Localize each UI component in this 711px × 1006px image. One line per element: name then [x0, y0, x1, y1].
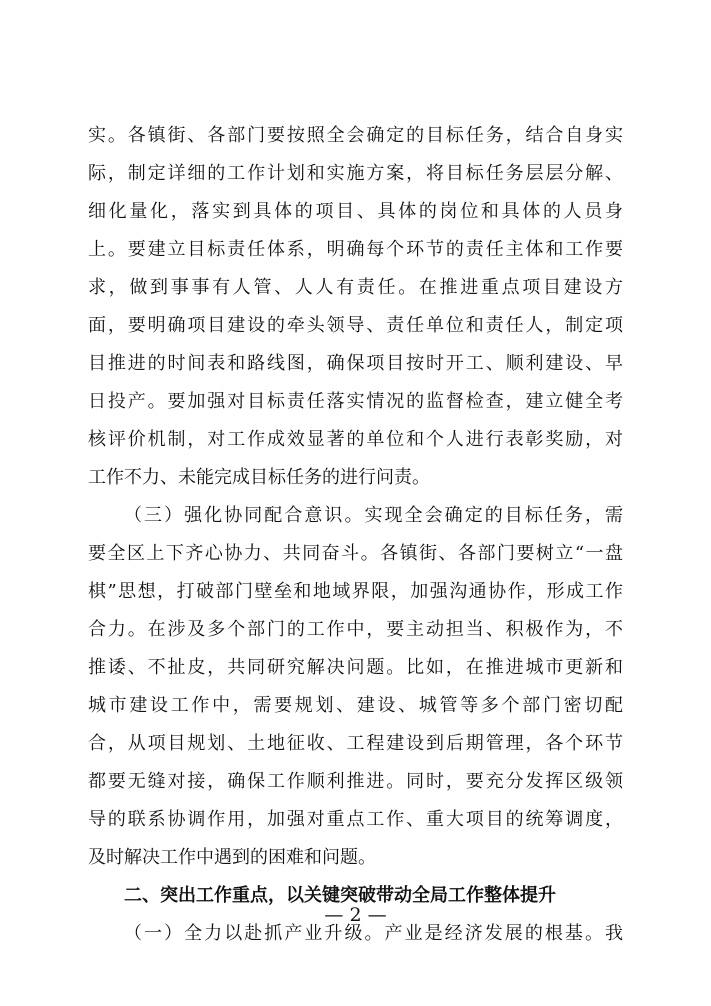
- body-line: 目推进的时间表和路线图，确保项目按时开工、顺利建设、早: [88, 353, 623, 374]
- body-line: 上。要建立目标责任体系，明确每个环节的责任主体和工作要: [88, 239, 623, 260]
- body-line: 面，要明确项目建设的牵头领导、责任单位和责任人，制定项: [88, 315, 623, 336]
- body-line: 城市建设工作中，需要规划、建设、城管等多个部门密切配: [88, 695, 623, 716]
- body-line: 求，做到事事有人管、人人有责任。在推进重点项目建设方: [88, 277, 623, 298]
- body-line: 要全区上下齐心协力、共同奋斗。各镇街、各部门要树立“一盘: [88, 543, 623, 564]
- page-number: — 2 —: [324, 904, 387, 926]
- body-line: 导的联系协调作用，加强对重点工作、重大项目的统筹调度，: [88, 809, 623, 830]
- body-line: 际，制定详细的工作计划和实施方案，将目标任务层层分解、: [88, 163, 623, 184]
- body-line: 工作不力、未能完成目标任务的进行问责。: [88, 467, 430, 488]
- subsection-line: （三）强化协同配合意识。实现全会确定的目标任务，需: [124, 505, 623, 526]
- subsection-line: （一）全力以赴抓产业升级。产业是经济发展的根基。我: [124, 923, 623, 944]
- body-line: 核评价机制，对工作成效显著的单位和个人进行表彰奖励，对: [88, 429, 623, 450]
- body-line: 细化量化，落实到具体的项目、具体的岗位和具体的人员身: [88, 201, 623, 222]
- body-line: 棋”思想，打破部门壁垒和地域界限，加强沟通协作，形成工作: [88, 581, 623, 602]
- body-line: 及时解决工作中遇到的困难和问题。: [88, 847, 376, 868]
- body-line: 日投产。要加强对目标责任落实情况的监督检查，建立健全考: [88, 391, 623, 412]
- section-heading: 二、突出工作重点，以关键突破带动全局工作整体提升: [124, 885, 556, 906]
- body-line: 合力。在涉及多个部门的工作中，要主动担当、积极作为，不: [88, 619, 623, 640]
- body-line: 合，从项目规划、土地征收、工程建设到后期管理，各个环节: [88, 733, 623, 754]
- body-line: 推诿、不扯皮，共同研究解决问题。比如，在推进城市更新和: [88, 657, 623, 678]
- body-line: 都要无缝对接，确保工作顺利推进。同时，要充分发挥区级领: [88, 771, 623, 792]
- body-line: 实。各镇街、各部门要按照全会确定的目标任务，结合自身实: [88, 125, 623, 146]
